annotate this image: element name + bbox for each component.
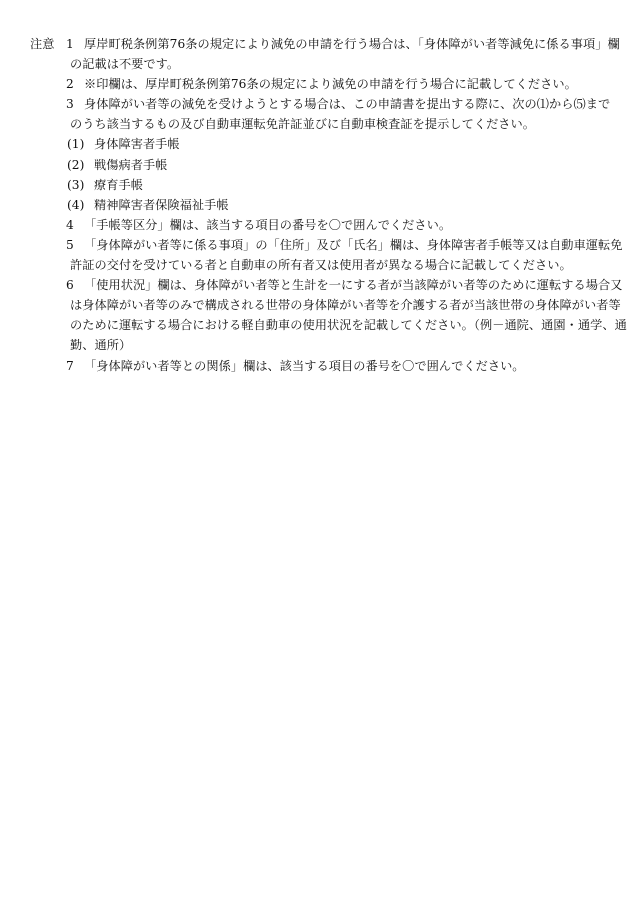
note-text: 「手帳等区分」欄は、該当する項目の番号を〇で囲んでください。 <box>84 217 452 232</box>
note-number: 7 <box>66 358 74 373</box>
sub-item-text: 戦傷病者手帳 <box>94 157 168 172</box>
note-number: 6 <box>66 278 74 293</box>
note-6-cont-3 <box>30 335 610 355</box>
note-text: 厚岸町税条例第76条の規定により減免の申請を行う場合は、「身体障がい者等減免に係る事項」欄 <box>84 37 620 51</box>
note-number: 3 <box>66 97 74 112</box>
sub-item-2 <box>30 155 610 175</box>
note-text: 身体障がい者等の減免を受けようとする場合は、この申請書を提出する際に、次の⑴から⑸まで <box>84 97 611 112</box>
note-2 <box>30 74 610 94</box>
note-text: 勤、通所） <box>70 338 132 353</box>
sub-item-text: 精神障害者保険福祉手帳 <box>94 197 229 212</box>
note-7 <box>30 356 610 376</box>
note-4 <box>30 215 610 235</box>
note-6-cont-1 <box>30 295 621 315</box>
note-3 <box>30 94 610 114</box>
note-3-cont <box>30 114 610 134</box>
sub-item-3 <box>30 175 610 195</box>
note-text: 許証の交付を受けている者と自動車の所有者又は使用者が異なる場合に記載してください。 <box>70 258 572 273</box>
note-text: 「身体障がい者等との関係」欄は、該当する項目の番号を〇で囲んでください。 <box>84 358 525 373</box>
note-number: 1 <box>66 37 74 51</box>
note-number: 5 <box>66 237 74 252</box>
note-1-cont <box>30 54 610 74</box>
sub-item-text: 身体障害者手帳 <box>94 137 180 152</box>
notes-section <box>30 34 627 376</box>
note-text: 「身体障がい者等に係る事項」の「住所」及び「氏名」欄は、身体障害者手帳等又は自動車運転免 <box>84 237 623 252</box>
note-5 <box>30 235 623 255</box>
note-1 <box>30 34 620 54</box>
note-text: のために運転する場合における軽自動車の使用状況を記載してください。（例－通院、通園・通学、通 <box>70 318 627 333</box>
note-5-cont <box>30 255 610 275</box>
note-text: の記載は不要です。 <box>70 57 180 72</box>
sub-item-4 <box>30 195 610 215</box>
note-6-cont-2 <box>30 315 627 335</box>
sub-item-number: (2) <box>67 157 85 172</box>
note-text: 「使用状況」欄は、身体障がい者等と生計を一にする者が当該障がい者等のために運転する場合又 <box>84 278 623 293</box>
note-number: 4 <box>66 217 74 232</box>
note-text: は身体障がい者等のみで構成される世帯の身体障がい者等を介護する者が当該世帯の身体障がい者等 <box>70 298 621 313</box>
note-text: のうち該当するもの及び自動車運転免許証並びに自動車検査証を提示してください。 <box>70 117 536 132</box>
sub-item-number: (4) <box>67 197 85 212</box>
sub-item-text: 療育手帳 <box>94 177 143 192</box>
sub-item-1 <box>30 134 610 154</box>
sub-item-number: (3) <box>67 177 85 192</box>
note-6 <box>30 275 623 295</box>
notes-heading: 注意 <box>30 37 55 51</box>
note-text: ※印欄は、厚岸町税条例第76条の規定により減免の申請を行う場合に記載してください。 <box>84 77 577 92</box>
note-number: 2 <box>66 77 74 92</box>
sub-item-number: (1) <box>67 137 85 152</box>
